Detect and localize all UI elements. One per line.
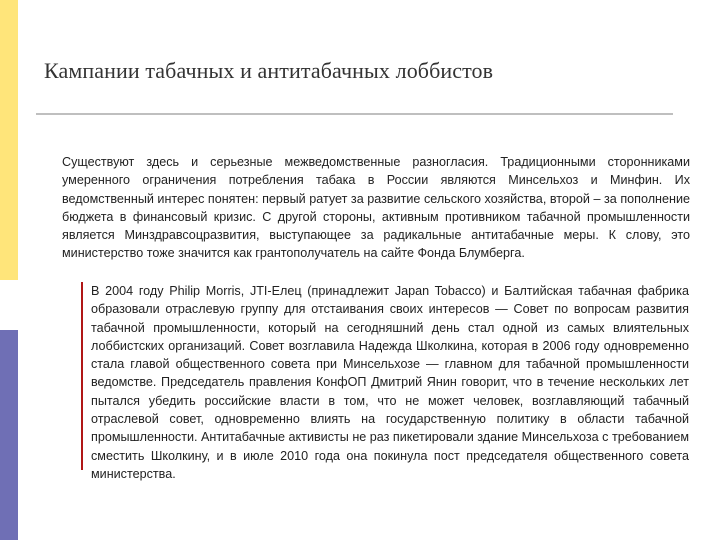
body-paragraph-2: В 2004 году Philip Morris, JTI-Елец (принадлежит Japan Tobacco) и Балтийская табачная фабрика образовали отраслевую группу для отстаивания своих интересов — Совет по вопросам развития табачной промышленности, который на сегодняшний день стал одной из самых влиятельных лоббистских организаций. Совет возглавила Надежда Школкина, которая в 2006 году одновременно стала главой общественного совета при Минсельхозе — главном для табачной промышленности ведомстве. Председатель правления КонфОП Дмитрий Янин говорит, что в течение нескольких лет пытался убедить российские власти в том, что не может человек, возглавляющий табачный отраслевой совет, одновременно влиять на государственную политику в области табачной промышленности. Антитабачные активисты не раз пикетировали здание Минсельхоза с требованием сместить Школкину, и в июле 2010 года она покинула пост председателя общественного совета министерства.: [91, 284, 690, 481]
accent-bar-top: [0, 0, 18, 280]
quote-block: [81, 282, 690, 481]
body-paragraph-1: Существуют здесь и серьезные межведомственные разногласия. Традиционными сторонниками умеренного ограничения потребления табака в России являются Минсельхоз и Минфин. Их ведомственный интерес понятен: первый ратует за развитие сельского хозяйства, второй – за пополнение бюджета в финансовый кризис. С другой стороны, активным противником табачной промышленности является Минздравсоцразвития, выступающее за радикальные антитабачные меры. К слову, это министерство тоже значится как грантополучатель на сайте Фонда Блумберга.: [62, 155, 690, 261]
title-divider: [36, 113, 673, 115]
accent-bar-bottom: [0, 330, 18, 540]
slide-title: Кампании табачных и антитабачных лоббистов: [44, 58, 494, 83]
